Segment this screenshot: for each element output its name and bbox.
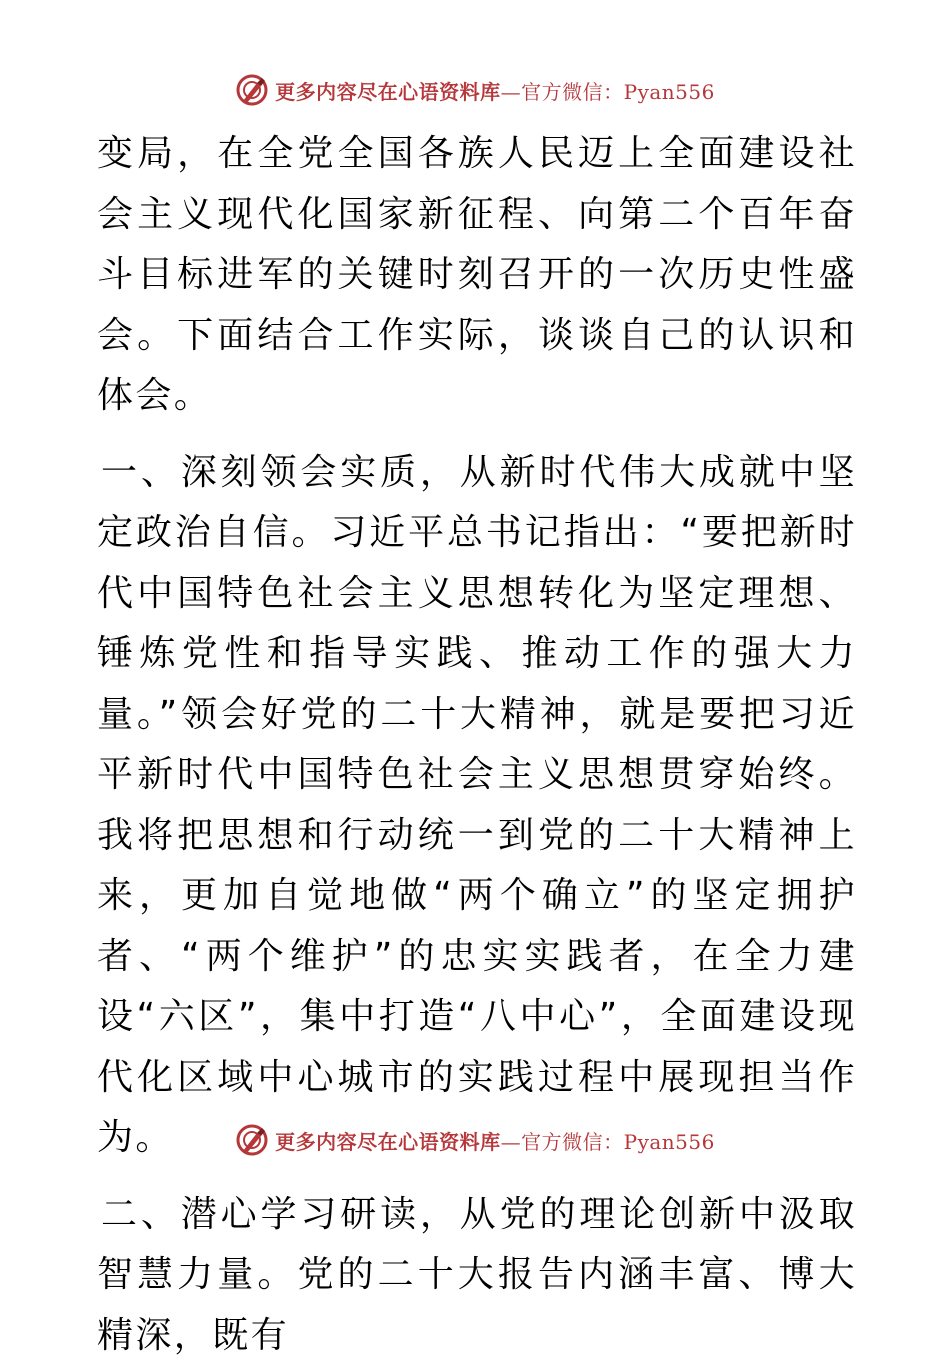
watermark-sub-text: 官方微信：Pyan556 bbox=[521, 1130, 715, 1154]
paragraph-section-one: 一、深刻领会实质，从新时代伟大成就中坚定政治自信。习近平总书记指出：“要把新时代中国特色社会主义思想转化为坚定理想、锤炼党性和指导实践、推动工作的强大力量。”领会好党的二十大精神，就是要把习近平新时代中国特色社会主义思想贯穿始终。我将把思想和行动统一到党的二十大精神上来，更加自觉地做“两个确立”的坚定拥护者、“两个维护”的忠实实践者，在全力建设“六区”，集中打造“八中心”，全面建设现代化区域中心城市的实践过程中展现担当作为。 bbox=[97, 443, 857, 1169]
footer-watermark bbox=[0, 1120, 950, 1160]
paragraph-section-two: 二、潜心学习研读，从党的理论创新中汲取智慧力量。党的二十大报告内涵丰富、博大精深，既有 bbox=[97, 1185, 857, 1366]
watermark-sub-text: 官方微信：Pyan556 bbox=[521, 80, 715, 104]
paragraph-intro-continuation: 变局，在全党全国各族人民迈上全面建设社会主义现代化国家新征程、向第二个百年奋斗目标进军的关键时刻召开的一次历史性盛会。下面结合工作实际，谈谈自己的认识和体会。 bbox=[97, 124, 857, 427]
watermark-text bbox=[275, 1126, 715, 1155]
pen-circle-logo-icon bbox=[235, 73, 269, 107]
watermark-main-text: 更多内容尽在心语资料库 bbox=[275, 1130, 501, 1154]
watermark-separator: — bbox=[501, 80, 522, 104]
watermark-separator: — bbox=[501, 1130, 522, 1154]
document-body bbox=[97, 124, 857, 1366]
header-watermark bbox=[0, 70, 950, 110]
pen-circle-logo-icon bbox=[235, 1123, 269, 1157]
watermark-text bbox=[275, 76, 715, 105]
watermark-main-text: 更多内容尽在心语资料库 bbox=[275, 80, 501, 104]
